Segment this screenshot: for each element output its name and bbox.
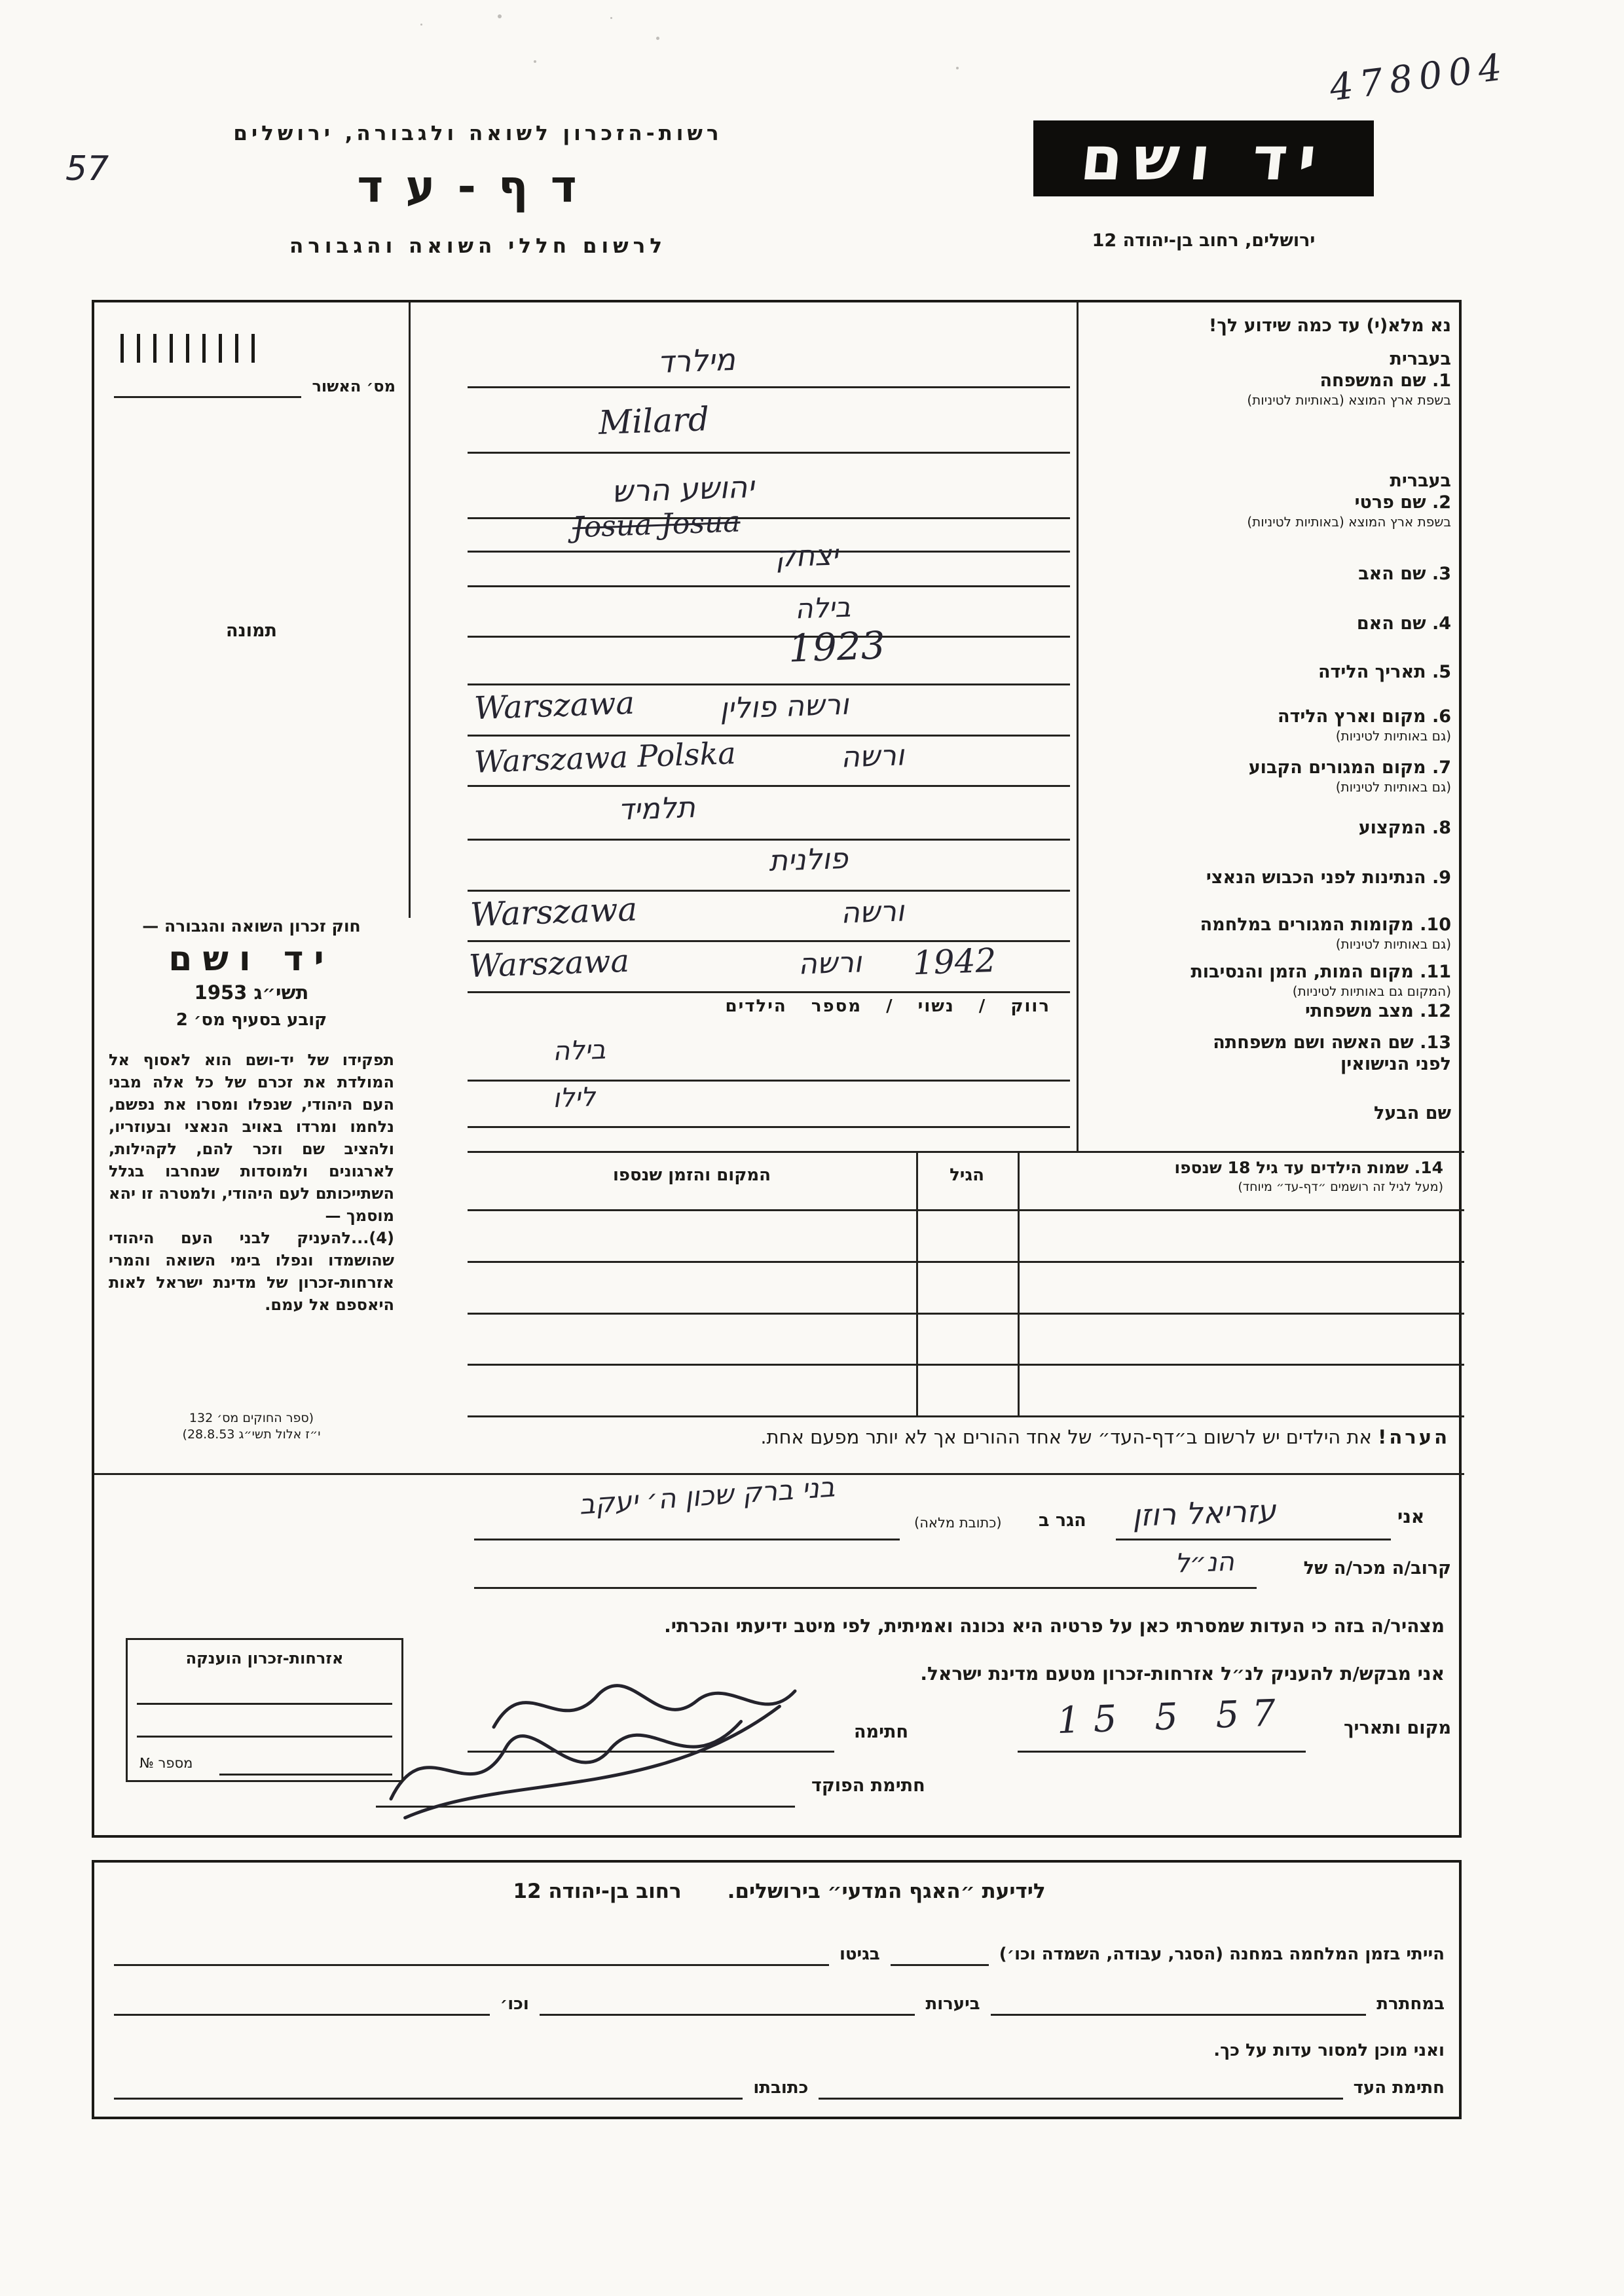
field-5-line [468, 683, 1070, 685]
first-name-latin-value: Josua Josua [572, 505, 741, 545]
law-heading [107, 917, 396, 1030]
file-number-handwritten [1327, 46, 1511, 110]
main-form-box [92, 300, 1462, 1838]
fill-note: נא מלא(י) עד כמה שידוע לך! [1208, 316, 1451, 336]
children-table-top [468, 1151, 1464, 1153]
children-table-row-line-3 [468, 1364, 1464, 1366]
declarant-i-label: אני [1397, 1506, 1425, 1527]
place-date-line [1018, 1751, 1306, 1753]
children-note-text: את הילדים יש לרשום ב״דף-העד״ של אחד ההורים אך לא יותר מפעם אחת. [760, 1426, 1372, 1448]
law-heading-year: תשי״ג 1953 [194, 981, 309, 1004]
field-4-line [468, 636, 1070, 638]
children-table-divider-names [1018, 1151, 1020, 1415]
law-heading-line1: חוק זכרון השואה והגבורה — [142, 917, 361, 936]
camp-row [114, 1939, 1445, 1966]
form-subtitle: לרשום חללי השואה והגבורה [289, 234, 667, 258]
office-address: ירושלים, רחוב בן-יהודה 12 [1092, 230, 1316, 251]
field-10-label: 10. מקומות המגורים במלחמה (גם באותיות לטיניות) [1200, 915, 1451, 952]
margin-number-handwritten [65, 149, 109, 189]
address-hint: (כתובת מלאה) [914, 1515, 1002, 1531]
death-place-hebrew-value: ורשה [798, 945, 862, 981]
field-9-line [468, 890, 1070, 892]
law-footnote-line2: י״ז אלול תשי״ג 28.8.53) [182, 1427, 321, 1442]
statement-request: אני מבקש/ת להעניק לנ״ל אזרחות-זכרון מטעם מדינת ישראל. [920, 1663, 1445, 1685]
tally-marks [120, 334, 255, 363]
children-table-bottom [468, 1415, 1464, 1417]
children-table-row-line-2 [468, 1313, 1464, 1315]
birth-date-value: 1923 [787, 623, 886, 671]
field-9-label: 9. הנתינות לפני הכבוש הנאצי [1206, 867, 1451, 888]
family-name-latin-value: Milard [598, 400, 710, 442]
residence-hebrew-value: ורשה [840, 738, 905, 774]
witness-address-label: כתובתו [753, 2078, 809, 2098]
wartime-residence-hebrew-value: ורשה [840, 894, 905, 930]
children-table-row-line-1 [468, 1261, 1464, 1263]
father-name-value: יצחק [775, 538, 839, 574]
law-heading-logo: יד ושם [168, 939, 335, 979]
field-1-hint-latin: בשפת ארץ המוצא (באותיות לטיניות) [1247, 392, 1451, 408]
children-col-place: המקום והזמן שנספו [612, 1165, 771, 1185]
law-footnote-line1: (ספר החוקים מס׳ 132 [189, 1411, 314, 1425]
field-7-line [468, 785, 1070, 787]
declarant-address-line [474, 1539, 900, 1540]
children-field-label: 14. שמות הילדים עד גיל 18 שנספו (מעל לגיל זה רושמים ״דף-עד״ מיוחד) [1174, 1158, 1443, 1194]
camp-label: הייתי בזמן המלחמה במחנה (הסגר, עבודה, השמדה וכו׳) [999, 1944, 1445, 1964]
forests-line [540, 1988, 915, 2016]
residence-latin-value: Warszawa Polska [473, 735, 737, 780]
field-1-hint-hebrew: בעברית [1390, 349, 1451, 369]
labels-divider [1077, 302, 1079, 1151]
citizenship-grant-line-2 [137, 1736, 392, 1738]
citizenship-grant-title: אזרחות-זכרון הוענקה [185, 1649, 344, 1667]
field-2-hint-hebrew: בעברית [1390, 471, 1451, 491]
photo-label: תמונה [225, 621, 278, 641]
scientific-branch-title-left: רחוב בן-יהודה 12 [513, 1880, 682, 1903]
scientific-branch-title-right: לידיעת ״האגף המדעי״ בירושלים. [727, 1880, 1046, 1903]
children-note-label: הערה! [1378, 1426, 1450, 1448]
approval-number-line [114, 376, 301, 398]
margin-number-text: 57 [65, 149, 109, 189]
death-place-latin-value: Warszawa [468, 942, 630, 985]
field-5-label: 5. תאריך הלידה [1318, 662, 1451, 682]
approval-number-row [114, 374, 396, 398]
husband-name-value: לילו [552, 1082, 597, 1114]
children-table-divider-age [916, 1151, 918, 1415]
law-paragraph: תפקידו של יד-ושם הוא לאסוף אל המולדת את זכרם של כל אלה מבני העם היהודי, שנפלו ומסרו את נפשם, נלחמו ומרדו באויב הנאצי ובעוזריו, ולהציב שם וזכר להם, לקהילות, לארגונים ולמוסדות שנחרבו בגלל השתייכותם לעם היהודי, ולמטרה זו יהא מוסמך — [109, 1051, 394, 1225]
field-6-label: 6. מקום וארץ הלידה (גם באותיות לטיניות) [1277, 706, 1451, 744]
field-1-title: 1. שם המשפחה [1320, 371, 1451, 391]
file-number-text: 478004 [1327, 45, 1511, 110]
official-signature [373, 1679, 798, 1832]
children-col-age: הגיל [950, 1165, 984, 1185]
field-2-title: 2. שם פרטי [1354, 492, 1451, 513]
field-8-label: 8. המקצוע [1358, 818, 1451, 838]
forests-label: ביערות [925, 1994, 980, 2014]
scientific-branch-title [94, 1880, 1464, 1903]
underground-row [114, 1988, 1445, 2016]
underground-line [991, 1988, 1367, 2016]
field-2-hint-latin: בשפת ארץ המוצא (באותיות לטיניות) [1247, 514, 1451, 530]
field-2-line-latin [468, 551, 1070, 553]
underground-label: במחתרת [1376, 1994, 1445, 2014]
field-11-line [468, 991, 1070, 993]
profession-value: תלמיד [618, 790, 696, 828]
declarant-name-line [1116, 1539, 1391, 1540]
mother-name-value: בילה [794, 591, 851, 625]
first-name-hebrew-value: יהושע הרש [611, 469, 755, 509]
witness-signature-line [819, 2072, 1342, 2100]
field-3-line [468, 585, 1070, 587]
relation-label: קרוב/ה מכר/ה של [1303, 1558, 1451, 1578]
field-1-line-hebrew [468, 386, 1070, 388]
law-heading-section: קובע בסעיף מס׳ 2 [175, 1010, 327, 1030]
field-13-label: 13. שם האשה ושם משפחתה לפני הנישואין [1213, 1032, 1451, 1074]
etc-label: וכו׳ [500, 1994, 529, 2014]
field-3-label: 3. שם האב [1358, 564, 1451, 584]
ghetto-line [114, 1939, 829, 1966]
field-1-line-latin [468, 452, 1070, 454]
death-year-value: 1942 [912, 941, 997, 983]
husband-name-line [468, 1126, 1070, 1128]
scientific-branch-box [92, 1860, 1462, 2119]
field-12-label: 12. מצב משפחתי [1305, 1001, 1451, 1021]
witness-signature-row [114, 2072, 1445, 2100]
field-7-label: 7. מקום המגורים הקבוע (גם באותיות לטיניות) [1248, 757, 1451, 795]
children-table-header-line [468, 1209, 1464, 1211]
field-4-label: 4. שם האם [1356, 613, 1451, 634]
approval-number-label: מס׳ האשור [312, 377, 396, 395]
husband-name-label: שם הבעל [1373, 1103, 1451, 1123]
citizenship-grant-box [126, 1638, 403, 1782]
children-note [468, 1426, 1450, 1448]
declarant-name-value: עזריאל רוזן [1132, 1493, 1277, 1533]
birth-place-latin-value: Warszawa [473, 684, 635, 727]
date-value: 15 5 57 [1056, 1691, 1289, 1743]
testify-statement: ואני מוכן למסור עדות על כך. [1213, 2041, 1445, 2060]
declarant-address-value: בני ברק שכון ה׳ יעקב [578, 1470, 836, 1521]
law-text [109, 1049, 394, 1316]
place-date-label: מקום ותאריך [1343, 1718, 1451, 1738]
citizenship-grant-line-1 [137, 1703, 392, 1705]
witness-signature-label: חתימת העד [1353, 2078, 1445, 2098]
law-paragraph-2: (4)...להעניק לבני העם היהודי שהושמדו ונפלו בימי השואה והמרי אזרחות-זכרון של מדינת ישראל לאות היאספם אל עמם. [109, 1229, 394, 1314]
statement-truth: מצהיר/ה בזה כי העדות שמסרתי כאן על פרטיה היא נכונה ואמיתית, לפי מיטב ידיעתי והכרתי. [664, 1615, 1445, 1637]
camp-line [891, 1939, 989, 1966]
form-title: דף-עד [357, 161, 599, 213]
field-8-line [468, 839, 1070, 841]
wife-name-value: בילה [552, 1034, 606, 1067]
relation-value: הנ״ל [1174, 1546, 1235, 1579]
resides-label: הגר ב [1039, 1510, 1086, 1531]
field-6-line [468, 735, 1070, 737]
wartime-residence-latin-value: Warszawa [470, 890, 638, 934]
witness-address-line [114, 2072, 743, 2100]
etc-line [114, 1988, 490, 2016]
official-signature-label: חתימת הפוקד [811, 1776, 925, 1796]
yad-vashem-logo [1033, 120, 1374, 196]
nationality-value: פולנית [768, 841, 849, 879]
field-11-label: 11. מקום המות, הזמן והנסיבות (המקום גם באותיות לטיניות) [1190, 962, 1451, 999]
marital-status-options: רווק / נשוי / מספר הילדים [725, 996, 1050, 1016]
relation-line [474, 1587, 1257, 1589]
family-name-hebrew-value: מילרד [657, 341, 736, 380]
field-1-label [1087, 348, 1451, 409]
field-2-label [1087, 470, 1451, 530]
authority-title: רשות-הזכרון לשואה ולגבורה, ירושלים [233, 122, 723, 145]
yad-vashem-logo-text: יד ושם [1077, 123, 1330, 194]
signature-label: חתימה [854, 1722, 909, 1742]
citizenship-number-label: מספר № [139, 1755, 193, 1771]
law-footnote [107, 1410, 396, 1443]
field-13-line [468, 1080, 1070, 1082]
ghetto-label: בגיטו [839, 1944, 880, 1964]
sidebar-divider [409, 302, 411, 918]
citizenship-number-line [219, 1774, 392, 1776]
birth-place-hebrew-value: ורשה פולין [719, 687, 849, 726]
field-2-line-hebrew [468, 517, 1070, 519]
